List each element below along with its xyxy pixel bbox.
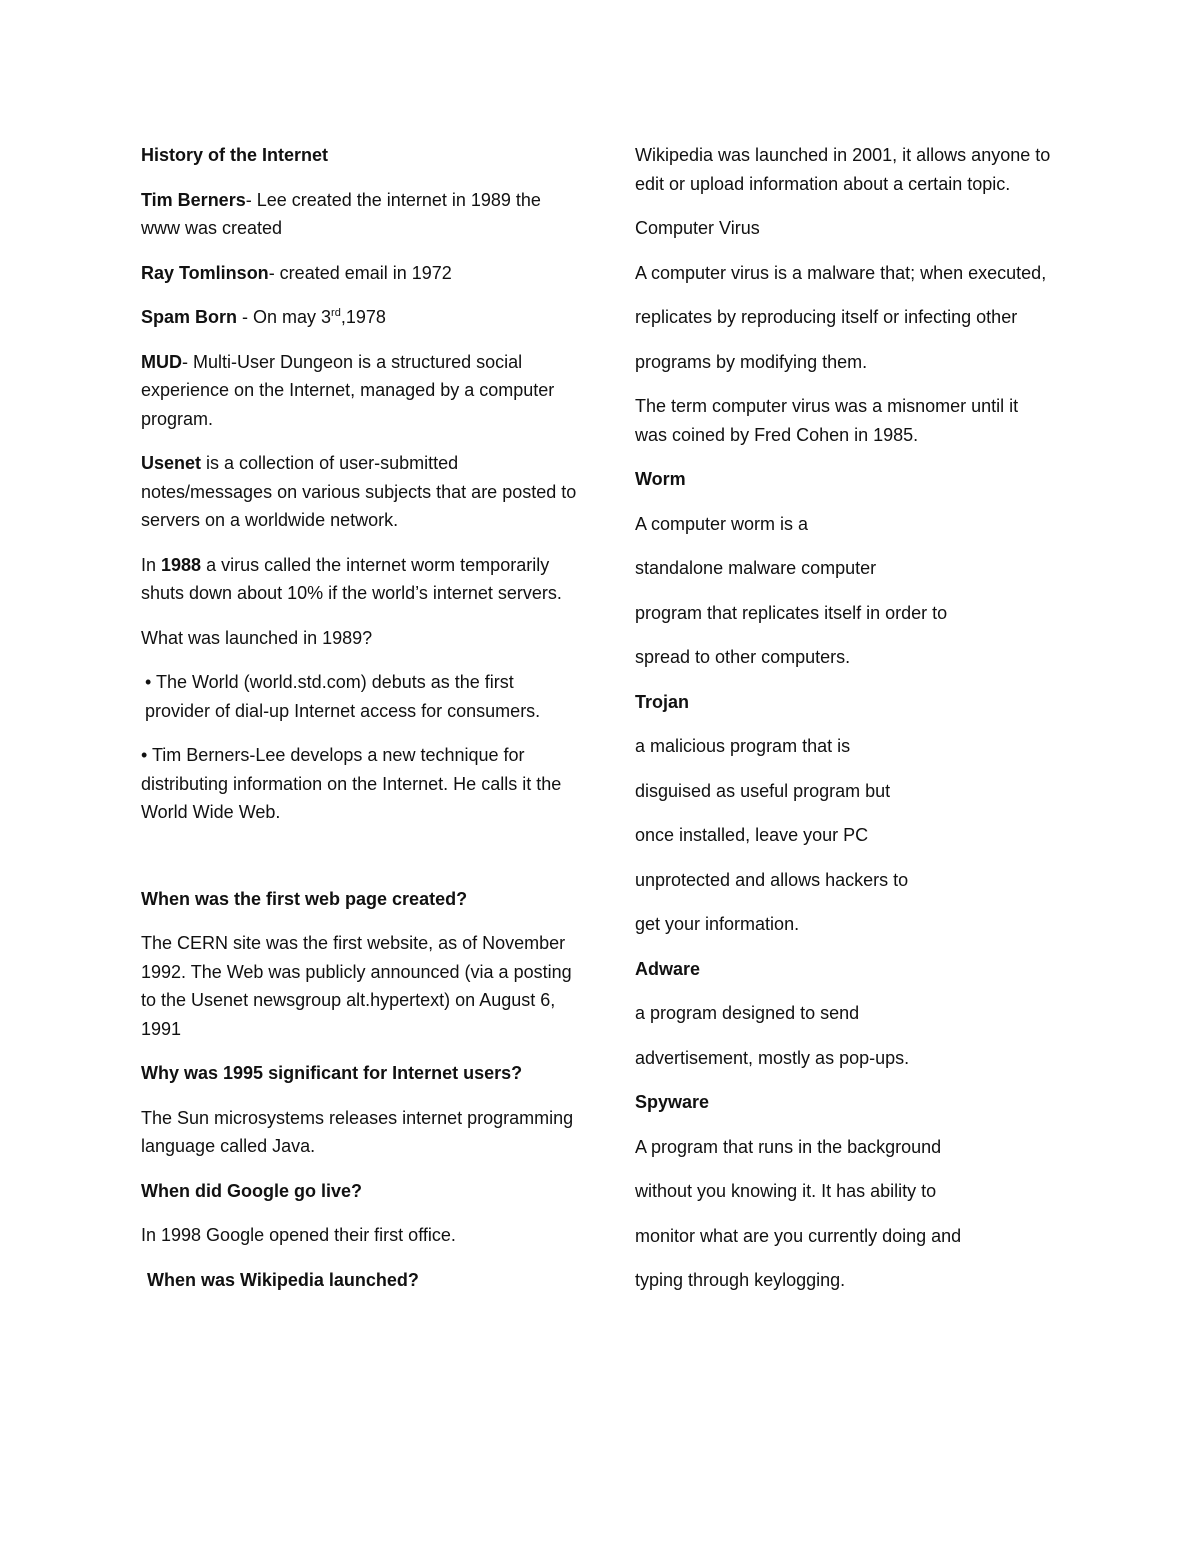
question-heading: Why was 1995 significant for Internet users? <box>141 1063 523 1083</box>
entry-text: - On may 3 <box>237 307 332 327</box>
bullet-item: • Tim Berners-Lee develops a new technique for distributing information on the Internet. He calls it the World Wide Web. <box>141 745 562 822</box>
line: get your information. <box>635 914 800 934</box>
question-heading: When was Wikipedia launched? <box>147 1269 419 1290</box>
answer-text: In 1998 Google opened their first office. <box>141 1225 456 1245</box>
line: without you knowing it. It has ability to <box>635 1181 937 1201</box>
line: disguised as useful program but <box>635 780 891 801</box>
line: spread to other computers. <box>635 647 851 667</box>
document-title: History of the Internet <box>141 145 329 165</box>
paragraph: replicates by reproducing itself or infecting other <box>635 307 1018 327</box>
entry-text: - created email in 1972 <box>268 262 452 283</box>
paragraph: A computer virus is a malware that; when executed, <box>635 262 1047 283</box>
answer-text: The Sun microsystems releases internet programming language called Java. <box>141 1107 574 1156</box>
line: a program designed to send <box>635 1003 860 1023</box>
section-heading: Trojan <box>635 691 690 712</box>
entry-name: MUD <box>141 351 182 372</box>
entry-name: Tim Berners <box>141 189 246 210</box>
entry-name: Spam Born <box>141 307 238 327</box>
left-column <box>141 141 581 1310</box>
section-heading: Worm <box>635 469 686 489</box>
entry-year: 1988 <box>161 554 202 575</box>
ray-tomlinson-entry <box>141 259 581 288</box>
entry-text: a virus called the internet worm temporarily shuts down about 10% if the world’s internet servers. <box>141 554 562 603</box>
entry-text: - Lee created the internet in 1989 the www was created <box>141 189 541 238</box>
entry-text: ,1978 <box>340 307 386 327</box>
line: program that replicates itself in order to <box>635 602 948 623</box>
section-heading: Adware <box>635 958 701 979</box>
tim-berners-lee-entry <box>141 186 581 243</box>
section-heading: Spyware <box>635 1092 710 1112</box>
superscript: rd <box>331 307 341 319</box>
right-column <box>635 141 1055 1311</box>
line: A program that runs in the background <box>635 1136 942 1157</box>
wikipedia-answer: Wikipedia was launched in 2001, it allows anyone to edit or upload information about a certain topic. <box>635 145 1051 194</box>
paragraph: The term computer virus was a misnomer until it was coined by Fred Cohen in 1985. <box>635 396 1019 445</box>
line: monitor what are you currently doing and <box>635 1225 962 1246</box>
entry-text: In <box>141 554 162 575</box>
bullet-item: • The World (world.std.com) debuts as the first provider of dial-up Internet access for consumers. <box>145 672 541 721</box>
entry-text: - Multi-User Dungeon is a structured social experience on the Internet, managed by a computer program. <box>141 351 555 429</box>
usenet-entry <box>141 449 581 535</box>
launched-question: What was launched in 1989? <box>141 627 373 648</box>
line: advertisement, mostly as pop-ups. <box>635 1047 910 1068</box>
entry-text: is a collection of user-submitted notes/messages on various subjects that are posted to servers on a worldwide network. <box>141 453 577 530</box>
section-title: Computer Virus <box>635 218 760 238</box>
mud-entry <box>141 348 581 434</box>
paragraph: programs by modifying them. <box>635 351 868 372</box>
line: a malicious program that is <box>635 736 851 756</box>
spam-born-entry <box>141 303 581 332</box>
line: standalone malware computer <box>635 558 877 578</box>
line: once installed, leave your PC <box>635 825 869 845</box>
line: A computer worm is a <box>635 513 809 534</box>
line: typing through keylogging. <box>635 1270 846 1290</box>
internet-worm-entry <box>141 551 581 608</box>
line: unprotected and allows hackers to <box>635 869 909 890</box>
entry-name: Ray Tomlinson <box>141 262 269 283</box>
question-heading: When did Google go live? <box>141 1180 362 1201</box>
spacer <box>141 843 581 885</box>
question-heading: When was the first web page created? <box>141 888 468 909</box>
entry-name: Usenet <box>141 453 202 473</box>
answer-text: The CERN site was the first website, as of November 1992. The Web was publicly announced (via a posting to the Usenet newsgroup alt.hypertext) on August 6, 1991 <box>141 933 572 1039</box>
